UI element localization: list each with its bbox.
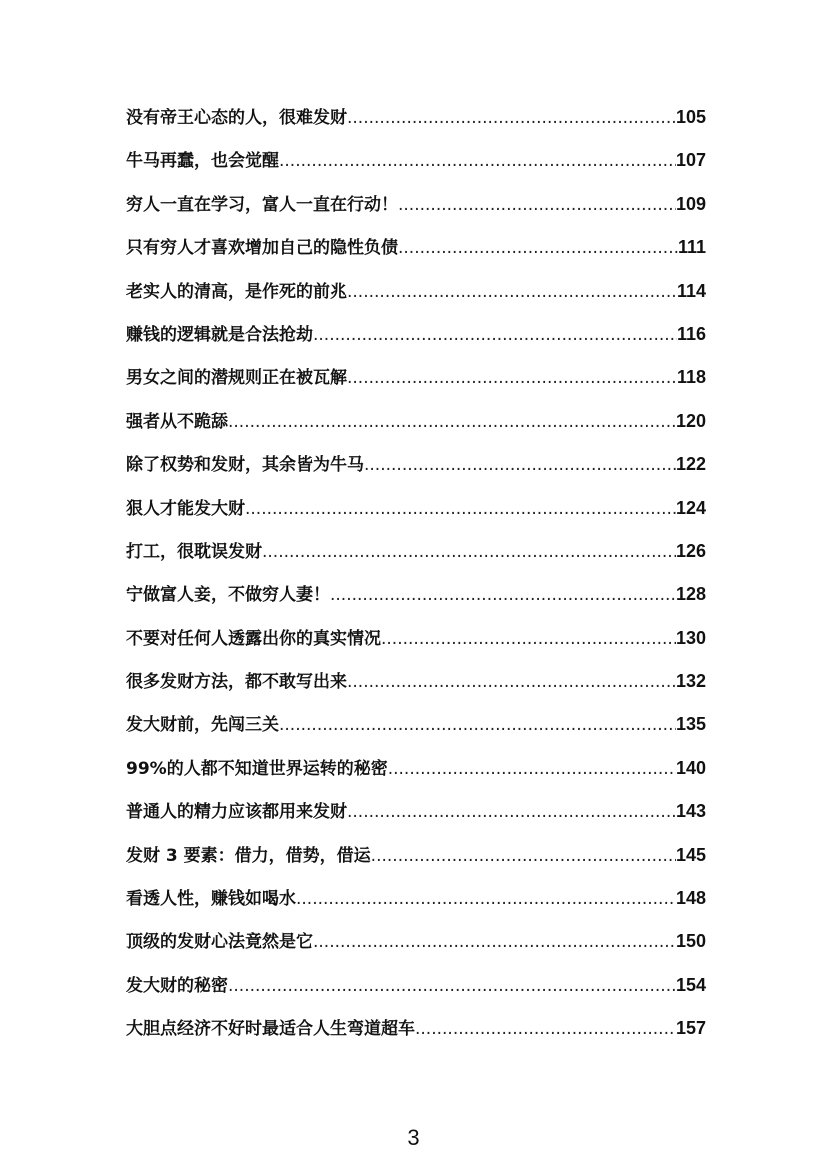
toc-entry[interactable] <box>126 146 706 189</box>
toc-entry-title: 赚钱的逻辑就是合法抢劫 <box>126 324 313 345</box>
toc-dot-leader <box>347 802 676 822</box>
toc-entry-title: 没有帝王心态的人，很难发财 <box>126 108 347 128</box>
toc-dot-leader <box>388 759 676 779</box>
toc-entry-page: 130 <box>675 627 706 648</box>
toc-dot-leader <box>347 368 677 388</box>
toc-entry-page: 116 <box>676 323 706 344</box>
toc-entry[interactable] <box>126 667 706 710</box>
toc-dot-leader <box>228 412 676 432</box>
toc-entry[interactable] <box>126 624 706 667</box>
toc-entry[interactable] <box>126 710 706 753</box>
toc-dot-leader <box>313 932 676 952</box>
toc-entry[interactable] <box>126 190 706 233</box>
toc-entry-title: 男女之间的潜规则正在被瓦解 <box>126 368 347 389</box>
toc-entry-page: 111 <box>677 237 706 258</box>
toc-dot-leader <box>279 715 676 735</box>
toc-dot-leader <box>398 238 678 258</box>
toc-dot-leader <box>347 108 676 128</box>
toc-entry-page: 120 <box>675 410 706 431</box>
toc-entry-page: 157 <box>675 1018 706 1039</box>
toc-entry-page: 128 <box>675 584 706 605</box>
toc-entry-page: 143 <box>675 801 706 822</box>
page-number: 3 <box>407 1125 420 1150</box>
toc-entry[interactable] <box>126 494 706 537</box>
toc-entry[interactable] <box>126 363 706 406</box>
toc-dot-leader <box>347 672 676 692</box>
toc-entry-page: 132 <box>675 671 706 692</box>
toc-entry[interactable] <box>126 841 706 884</box>
toc-entry-page: 135 <box>675 714 706 735</box>
toc-dot-leader <box>245 499 676 519</box>
toc-dot-leader <box>262 542 676 562</box>
toc-entry[interactable] <box>126 537 706 580</box>
toc-entry-title: 牛马再蠢，也会觉醒 <box>126 151 279 172</box>
toc-entry-title: 老实人的清高，是作死的前兆 <box>126 281 347 302</box>
toc-dot-leader <box>364 455 676 475</box>
toc-entry[interactable] <box>126 407 706 450</box>
toc-entry-title: 宁做富人妾，不做穷人妻！ <box>126 585 330 606</box>
toc-entry[interactable] <box>126 233 706 276</box>
toc-entry-page: 150 <box>675 931 706 952</box>
toc-entry[interactable] <box>126 971 706 1014</box>
toc-entry[interactable] <box>126 450 706 493</box>
toc-entry-page: 124 <box>675 497 706 518</box>
toc-entry[interactable] <box>126 580 706 623</box>
toc-entry-page: 154 <box>675 974 706 995</box>
toc-dot-leader <box>330 585 676 605</box>
toc-dot-leader <box>398 195 676 215</box>
toc-entry-title: 看透人性，赚钱如喝水 <box>126 889 296 910</box>
toc-entry-page: 145 <box>675 844 706 865</box>
toc-entry-page: 140 <box>675 757 706 778</box>
toc-entry-title: 强者从不跪舔 <box>126 411 228 432</box>
toc-entry-title: 普通人的精力应该都用来发财 <box>126 802 347 823</box>
toc-entry-title: 大胆点经济不好时最适合人生弯道超车 <box>126 1019 415 1040</box>
toc-entry-title: 发大财的秘密 <box>126 975 228 996</box>
toc-dot-leader <box>347 282 677 302</box>
table-of-contents <box>126 103 706 1058</box>
toc-dot-leader <box>279 151 676 171</box>
toc-entry-page: 114 <box>676 280 706 301</box>
toc-entry-title: 穷人一直在学习，富人一直在行动！ <box>126 194 398 215</box>
toc-entry-page: 126 <box>675 540 706 561</box>
toc-entry-page: 107 <box>675 150 706 171</box>
toc-dot-leader <box>313 325 677 345</box>
toc-entry[interactable] <box>126 754 706 797</box>
toc-entry-page: 148 <box>675 888 706 909</box>
toc-entry[interactable] <box>126 927 706 970</box>
toc-entry-title: 顶级的发财心法竟然是它 <box>126 932 313 953</box>
toc-entry-title: 很多发财方法，都不敢写出来 <box>126 672 347 693</box>
toc-dot-leader <box>228 976 676 996</box>
toc-entry-page: 109 <box>675 193 706 214</box>
toc-entry-title: 只有穷人才喜欢增加自己的隐性负债 <box>126 238 398 259</box>
toc-entry-title: 发财 3 要素：借力，借势，借运 <box>126 845 371 866</box>
toc-entry[interactable] <box>126 797 706 840</box>
toc-entry[interactable] <box>126 277 706 320</box>
toc-entry[interactable] <box>126 320 706 363</box>
toc-entry[interactable] <box>126 884 706 927</box>
toc-entry[interactable] <box>126 103 706 146</box>
toc-entry-page: 122 <box>675 454 706 475</box>
toc-entry-title: 99%的人都不知道世界运转的秘密 <box>126 758 388 779</box>
toc-entry-title: 不要对任何人透露出你的真实情况 <box>126 628 381 649</box>
toc-dot-leader <box>296 889 676 909</box>
toc-entry-title: 发大财前，先闯三关 <box>126 715 279 736</box>
toc-entry-page: 105 <box>675 107 706 127</box>
toc-dot-leader <box>371 846 676 866</box>
toc-dot-leader <box>415 1019 676 1039</box>
toc-entry-title: 狠人才能发大财 <box>126 498 245 519</box>
toc-entry-page: 118 <box>676 367 706 388</box>
toc-entry[interactable] <box>126 1014 706 1057</box>
toc-entry-title: 除了权势和发财，其余皆为牛马 <box>126 455 364 476</box>
toc-dot-leader <box>381 629 676 649</box>
toc-entry-title: 打工，很耽误发财 <box>126 541 262 562</box>
